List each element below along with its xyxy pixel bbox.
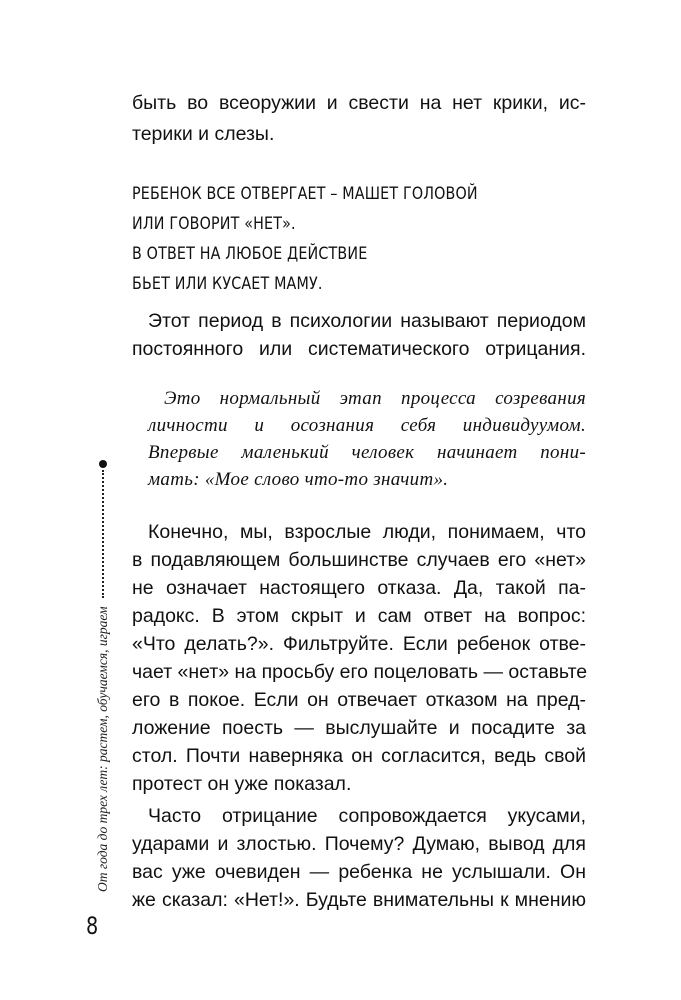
quote-line: Впервые маленький человек начинает пони-: [148, 442, 586, 463]
caps-heading-line: В ОТВЕТ НА ЛЮБОЕ ДЕЙСТВИЕ: [132, 244, 368, 264]
text-line: стол. Почти наверняка он согласится, ведь свой: [132, 745, 586, 767]
text-line: ложение поесть — выслушайте и посадите за: [132, 717, 586, 739]
caps-heading-line: РЕБЕНОК ВСЕ ОТВЕРГАЕТ – МАШЕТ ГОЛОВОЙ: [132, 184, 478, 204]
text-line: терики и слезы.: [132, 123, 275, 145]
page-number: 8: [86, 912, 99, 940]
text-line: радокс. В этом скрыт и сам ответ на вопрос:: [132, 605, 586, 627]
text-line: протест он уже показал.: [132, 773, 352, 795]
text-line: ударами и злостью. Почему? Думаю, вывод для: [132, 833, 586, 855]
text-line: быть во всеоружии и свести на нет крики, ис-: [132, 92, 586, 114]
dotted-leader: [102, 470, 104, 598]
text-line: вас уже очевиден — ребенка не услышали. Он: [132, 861, 586, 883]
text-line: не означает настоящего отказа. Да, такой па-: [132, 577, 586, 599]
caps-heading-line: ИЛИ ГОВОРИТ «НЕТ».: [132, 214, 296, 234]
quote-line: мать: «Мое слово что-то значит».: [148, 469, 449, 490]
bullet-dot-icon: [99, 460, 107, 468]
text-line: в подавляющем большинстве случаев его «нет»: [132, 549, 586, 571]
caps-heading-line: БЬЕТ ИЛИ КУСАЕТ МАМУ.: [132, 274, 323, 294]
text-line: чает «нет» на просьбу его поцеловать — оставьте: [132, 661, 588, 683]
running-head-text: От года до трех лет: растем, обучаемся, играем: [95, 606, 110, 892]
text-line: Конечно, мы, взрослые люди, понимаем, что: [148, 521, 586, 543]
running-head: [95, 460, 111, 892]
text-line: Этот период в психологии называют периодом: [148, 310, 586, 332]
text-line: его в покое. Если он отвечает отказом на пред-: [132, 689, 586, 711]
quote-line: личности и осознания себя индивидуумом.: [148, 415, 586, 436]
text-line: Часто отрицание сопровождается укусами,: [148, 805, 586, 827]
text-line: же сказал: «Нет!». Будьте внимательны к мнению: [132, 889, 586, 911]
text-line: «Что делать?». Фильтруйте. Если ребенок отве-: [132, 633, 586, 655]
text-line: постоянного или систематического отрицания.: [132, 338, 586, 360]
quote-line: Это нормальный этап процесса созревания: [164, 388, 586, 409]
